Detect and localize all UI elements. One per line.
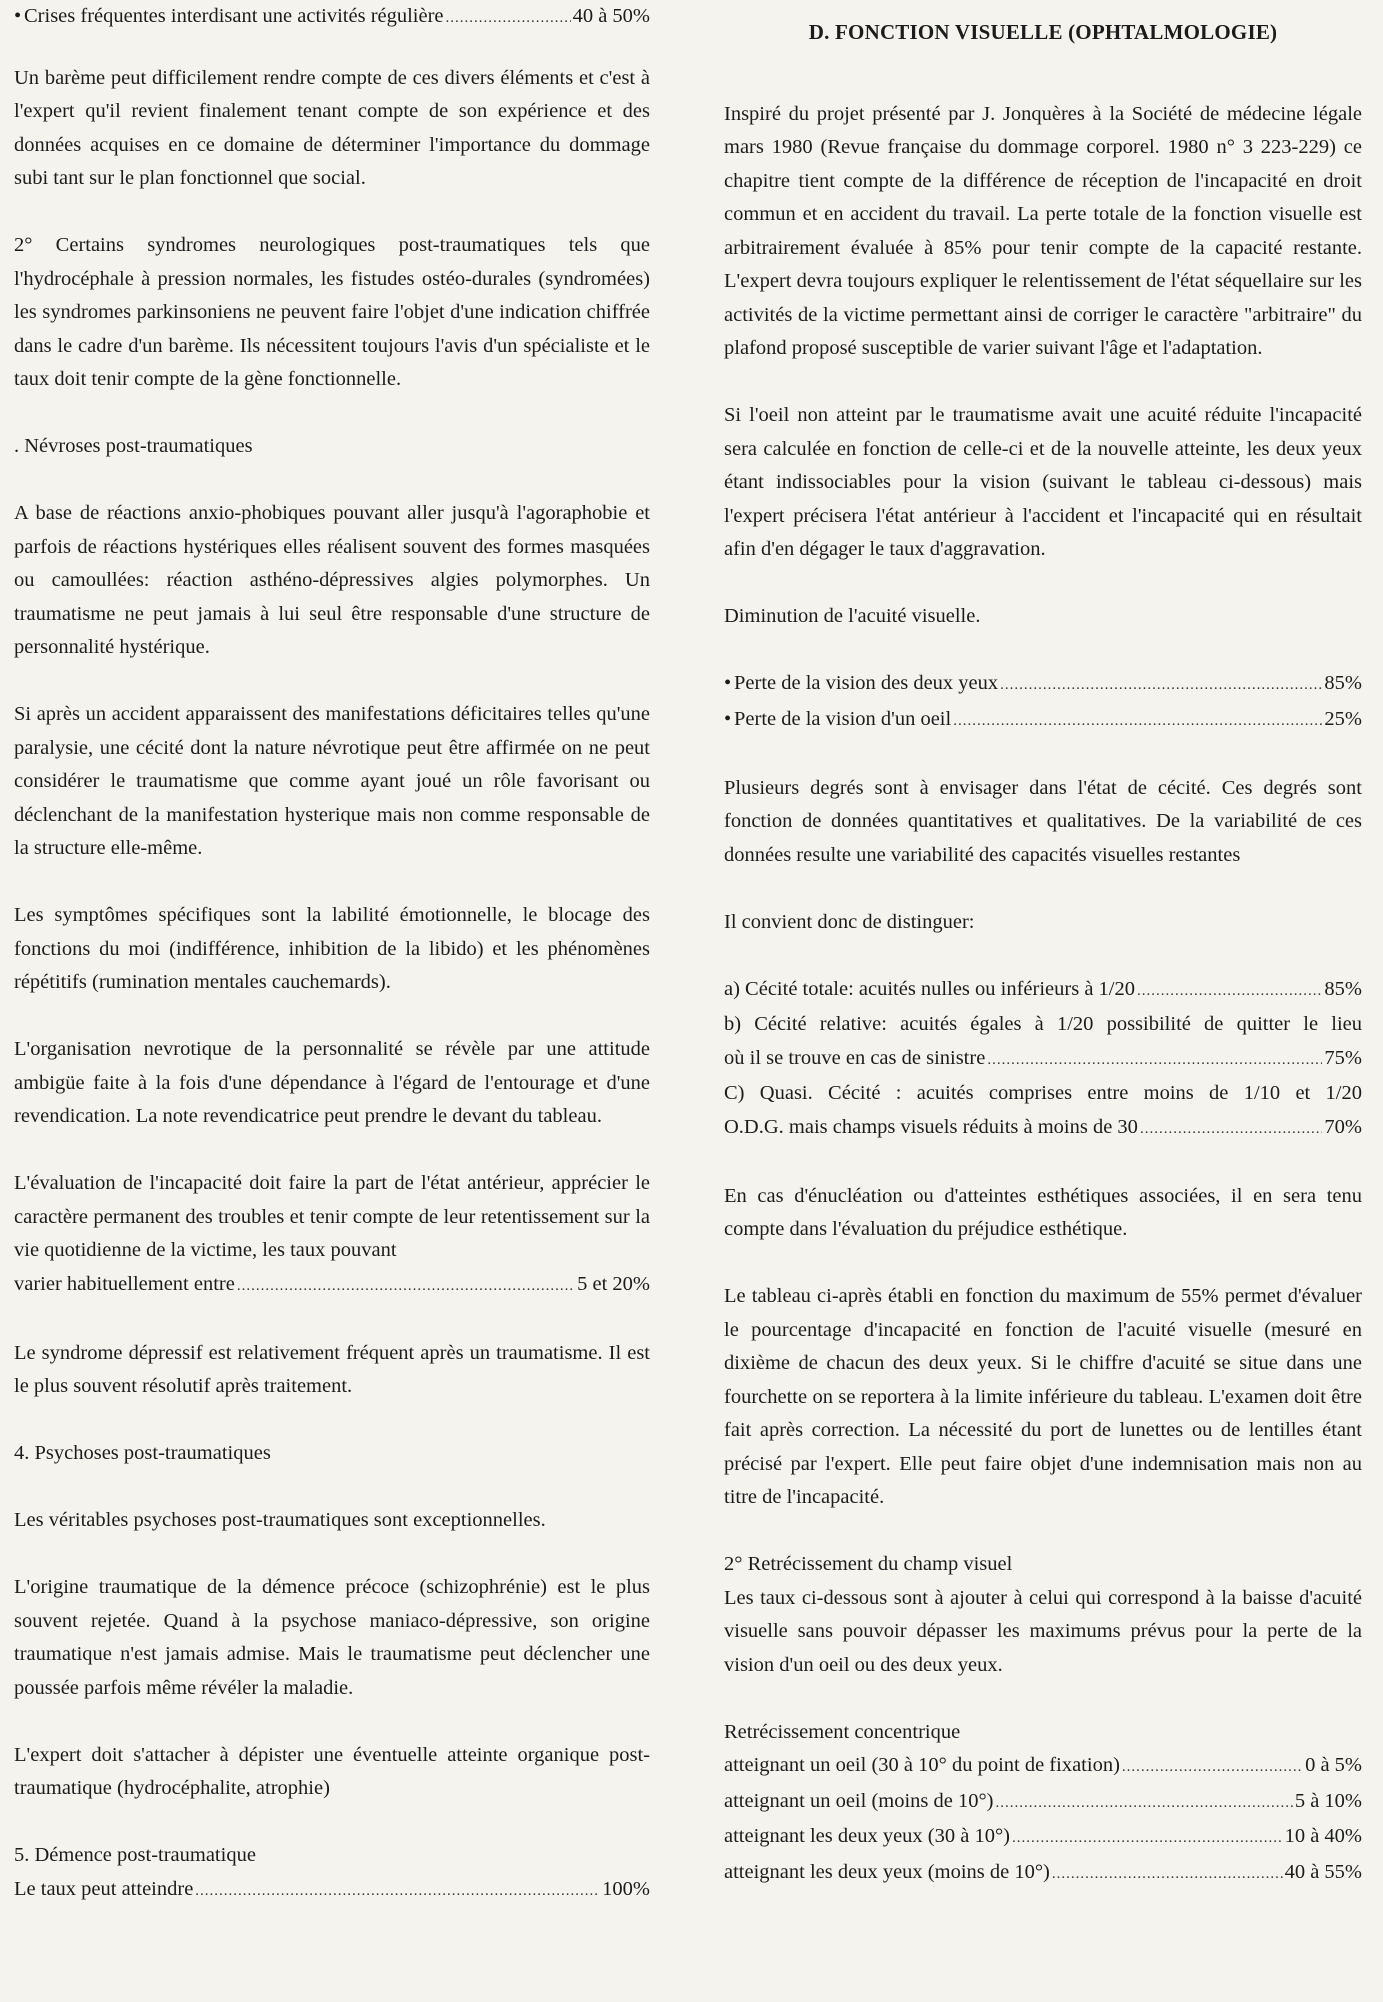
demence-line: [14, 1873, 650, 1909]
list-item: [724, 973, 1362, 1009]
cecite-b-text: b) Cécité relative: acuités égales à 1/20 possibilité de quitter le lieu: [724, 1013, 1362, 1035]
paragraph-inspire: Inspiré du projet présenté par J. Jonquères à la Société de médecine légale mars 1980 (Revue française du dommage corporel. 1980 n° 3 223-229) ce chapitre tient compte de la différence de réception de l'incapacité en droit commun et en accident du travail. La perte totale de la fonction visuelle est arbitrairement évaluée à 85% pour tenir compte de la capacité restante. L'expert devra toujours expliquer le relentissement de l'état séquellaire sur les activités de la victime permettant ainsi de corriger le caractère "arbitraire" du plafond proposé susceptible de varier suivant l'âge et l'adaptation.: [724, 102, 1362, 359]
paragraph-bareme: Un barème peut difficilement rendre compte de ces divers éléments et c'est à l'expert qu'il revient finalement tenant compte de son expérience et des données acquises en ce domaine de déterminer l'importance du dommage subi tant sur le plan fonctionnel que social.: [14, 66, 650, 189]
paragraph-degres: Plusieurs degrés sont à envisager dans l'état de cécité. Ces degrés sont fonction de données quantitatives et qualitatives. De la variabilité de ces données resulte une variabilité des capacités visuelles restantes: [724, 776, 1362, 866]
dot-leader: [1012, 1822, 1283, 1856]
list-item: [724, 1820, 1362, 1856]
cecite-c-label: O.D.G. mais champs visuels réduits à moins de 30: [724, 1115, 1138, 1138]
concentrique-label: atteignant les deux yeux (30 à 10°): [724, 1825, 1010, 1847]
paragraph-convient: Il convient donc de distinguer:: [724, 910, 975, 933]
demence-value: 100%: [602, 1877, 650, 1900]
concentrique-list: [724, 1749, 1362, 1891]
paragraph-enucleation: En cas d'énucléation ou d'atteintes esthétiques associées, il en sera tenu compte dans l'évaluation du préjudice esthétique.: [724, 1184, 1362, 1240]
crises-line: [14, 0, 650, 36]
dot-leader: [996, 1787, 1293, 1821]
heading-demence: 5. Démence post-traumatique: [14, 1844, 256, 1866]
paragraph-oeil: Si l'oeil non atteint par le traumatisme avait une acuité réduite l'incapacité sera calculée en fonction de celle-ci et de la nouvelle atteinte, les deux yeux étant indissociables pour la vision (suivant le tableau ci-dessous) mais l'expert précisera l'état antérieur à l'accident et l'incapacité qui en résultait afin d'en dégager le taux d'aggravation.: [724, 404, 1362, 560]
dot-leader: [195, 1875, 600, 1909]
evaluation-label: varier habituellement entre: [14, 1272, 235, 1295]
cecite-b-value: 75%: [1324, 1046, 1362, 1069]
concentrique-label: atteignant un oeil (moins de 10°): [724, 1789, 994, 1812]
heading-diminution: Diminution de l'acuité visuelle.: [724, 605, 981, 627]
bullet-icon: •: [724, 672, 732, 694]
concentrique-value: 5 à 10%: [1294, 1789, 1362, 1812]
paragraph-symptomes: Les symptômes spécifiques sont la labilité émotionnelle, le blocage des fonctions du moi (indifférence, inhibition de la libido) et les phénomènes répétitifs (rumination mentales cauchemards).: [14, 904, 650, 993]
concentrique-label: atteignant un oeil (30 à 10° du point de fixation): [724, 1754, 1120, 1776]
list-item: [724, 1785, 1362, 1821]
right-column: [724, 0, 1362, 1891]
concentrique-value: 10 à 40%: [1284, 1825, 1362, 1847]
heading-retrecissement: 2° Retrécissement du champ visuel: [724, 1553, 1013, 1575]
dot-leader: [1052, 1858, 1283, 1892]
cecite-a-value: 85%: [1324, 977, 1362, 1000]
paragraph-veritables: Les véritables psychoses post-traumatiques sont exceptionnelles.: [14, 1509, 546, 1531]
list-item: [724, 1749, 1362, 1785]
dot-leader: [446, 2, 571, 36]
demence-label: Le taux peut atteindre: [14, 1877, 194, 1900]
paragraph-expert: L'expert doit s'attacher à dépister une éventuelle atteinte organique post-traumatique (hydrocéphalite, atrophie): [14, 1743, 650, 1799]
concentrique-label: atteignant les deux yeux (moins de 10°): [724, 1860, 1050, 1883]
crises-value: 40 à 50%: [572, 5, 650, 27]
loss-list: [724, 667, 1362, 738]
bullet-icon: •: [14, 5, 22, 27]
cecite-a-label: a) Cécité totale: acuités nulles ou inférieurs à 1/20: [724, 977, 1135, 1000]
paragraph-taux: Les taux ci-dessous sont à ajouter à celui qui correspond à la baisse d'acuité visuelle sans pouvoir dépasser les maximums prévus pour la perte de la vision d'un oeil ou des deux yeux.: [724, 1586, 1362, 1676]
list-item: [724, 703, 1362, 739]
dot-leader: [1000, 669, 1322, 703]
loss-label: Perte de la vision des deux yeux: [734, 672, 999, 694]
paragraph-depressif: Le syndrome dépressif est relativement fréquent après un traumatisme. Il est le plus souvent résolutif après traitement.: [14, 1341, 650, 1397]
paragraph-organisation: L'organisation nevrotique de la personnalité se révèle par une attitude ambigüe faite à la fois d'une dépendance à l'égard de l'entourage et d'une revendication. La note revendicatrice peut prendre le devant du tableau.: [14, 1038, 650, 1127]
paragraph-tableau: Le tableau ci-après établi en fonction du maximum de 55% permet d'évaluer le pourcentage d'incapacité en fonction de l'acuité visuelle (mesuré en dixième de chacun des deux yeux. Si le chiffre d'acuité se situe dans une fourchette on se reportera à la limite inférieure du tableau. L'examen doit être fait après correction. La nécessité du port de lunettes ou de lentilles étant précisé par l'expert. Elle peut faire objet d'une indemnisation mais non au titre de l'incapacité.: [724, 1285, 1362, 1508]
dot-leader: [1137, 975, 1322, 1009]
list-item: [724, 667, 1362, 703]
loss-value: 25%: [1324, 707, 1362, 730]
heading-nevroses: . Névroses post-traumatiques: [14, 435, 253, 457]
dot-leader: [987, 1044, 1322, 1078]
heading-psychoses: 4. Psychoses post-traumatiques: [14, 1442, 271, 1464]
cecite-list: [724, 973, 1362, 1147]
paragraph-origine: L'origine traumatique de la démence précoce (schizophrénie) est le plus souvent rejetée. Quand à la psychose maniaco-dépressive, son origine traumatique n'est jamais admise. Mais le traumatisme peut déclencher une poussée parfois même révéler la maladie.: [14, 1576, 650, 1699]
loss-value: 85%: [1324, 672, 1362, 694]
bullet-icon: •: [724, 707, 732, 730]
paragraph-evaluation: L'évaluation de l'incapacité doit faire la part de l'état antérieur, apprécier le caractère permanent des troubles et tenir compte de leur retentissement sur la vie quotidienne de la victime, les taux pouvant: [14, 1172, 650, 1261]
dot-leader: [1140, 1113, 1322, 1147]
concentrique-value: 40 à 55%: [1284, 1860, 1362, 1883]
left-column: [14, 0, 650, 1908]
list-item: [724, 1042, 1362, 1078]
loss-label: Perte de la vision d'un oeil: [734, 707, 952, 730]
concentrique-value: 0 à 5%: [1305, 1754, 1362, 1776]
dot-leader: [237, 1270, 575, 1304]
paragraph-syndromes: 2° Certains syndromes neurologiques post-traumatiques tels que l'hydrocéphale à pression normales, les fistudes ostéo-durales (syndromées) les syndromes parkinsoniens ne peuvent faire l'objet d'une indication chiffrée dans le cadre d'un barème. Ils nécessitent toujours l'avis d'un spécialiste et le taux doit tenir compte de la gène fonctionnelle.: [14, 234, 650, 390]
section-title: D. FONCTION VISUELLE (OPHTALMOLOGIE): [808, 20, 1278, 44]
cecite-c-text: C) Quasi. Cécité : acuités comprises entre moins de 1/10 et 1/20: [724, 1082, 1362, 1104]
paragraph-anxio: A base de réactions anxio-phobiques pouvant aller jusqu'à l'agoraphobie et parfois de réactions hystériques elles réalisent souvent des formes masquées ou camoullées: réaction asthéno-dépressives algies polymorphes. Un traumatisme ne peut jamais à lui seul être responsable d'une structure de personnalité hystérique.: [14, 502, 650, 658]
dot-leader: [1122, 1751, 1303, 1785]
cecite-b-label: où il se trouve en cas de sinistre: [724, 1046, 986, 1069]
dot-leader: [953, 705, 1322, 739]
list-item: [724, 1111, 1362, 1147]
crises-label: Crises fréquentes interdisant une activités régulière: [24, 5, 444, 27]
heading-concentrique: Retrécissement concentrique: [724, 1720, 961, 1743]
evaluation-value: 5 et 20%: [577, 1272, 650, 1295]
evaluation-line: [14, 1268, 650, 1304]
list-item: [724, 1856, 1362, 1892]
paragraph-accident: Si après un accident apparaissent des manifestations déficitaires telles qu'une paralysie, une cécité dont la nature névrotique peut être affirmée on ne peut considérer le traumatisme que comme ayant joué un rôle favorisant ou déclenchant de la manifestation hysterique mais non comme responsable de la structure elle-même.: [14, 703, 650, 859]
cecite-c-value: 70%: [1324, 1115, 1362, 1138]
